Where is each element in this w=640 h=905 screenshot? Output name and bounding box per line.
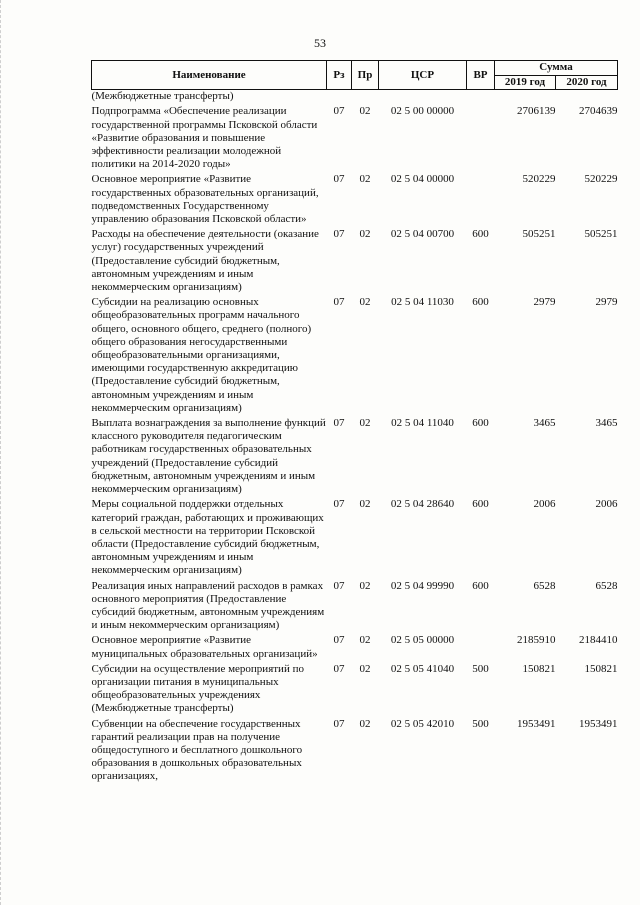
cell-2019: 2185910 (517, 634, 556, 647)
cell-2020: 2704639 (579, 105, 618, 118)
table-row (92, 105, 618, 173)
cell-csr: 02 5 05 42010 (390, 717, 455, 730)
cell-rz: 07 (333, 173, 345, 186)
cell-pr: 02 (359, 173, 371, 186)
cell-vr: 500 (472, 662, 489, 675)
cell-name: Субсидии на реализацию основных общеобразовательных программ начального общего, основного общего, среднего (полного) общего образования негосударственными общеобразовательными организациями, имеющими государственную аккредитацию (Предоставление субсидий бюджетным, автономным учреждениям и иным некоммерческим организациям) (91, 296, 312, 414)
cell-csr: 02 5 04 00000 (390, 173, 455, 186)
page-number: 53 (314, 36, 326, 50)
cell-rz: 07 (333, 296, 345, 309)
cell-vr: 600 (472, 498, 489, 511)
cell-2019: 6528 (533, 579, 556, 592)
table-row (92, 634, 618, 662)
cell-name: Основное мероприятие «Развитие государственных образовательных организаций, подведомственных Государственному управлению образования Псковской области» (91, 173, 319, 226)
cell-2019: 150821 (522, 662, 556, 675)
cell-2019: 2979 (533, 296, 556, 309)
cell-2020: 2006 (595, 498, 618, 511)
cell-2020 (556, 90, 618, 106)
cell-2019: 520229 (522, 173, 556, 186)
cell-rz (327, 90, 352, 106)
header-name: Наименование (92, 61, 327, 90)
cell-2020: 2184410 (579, 634, 618, 647)
cell-vr (467, 173, 495, 228)
cell-vr: 600 (472, 228, 489, 241)
budget-table (91, 60, 618, 786)
header-2019: 2019 год (495, 76, 556, 90)
cell-vr (467, 90, 495, 106)
cell-name: Субсидии на осуществление мероприятий по организации питания в муниципальных общеобразовательных учреждениях (Межбюджетные трансферты) (91, 662, 304, 715)
cell-pr (352, 90, 379, 106)
cell-2019: 3465 (533, 417, 556, 430)
cell-name: Субвенции на обеспечение государственных гарантий реализации прав на получение общедоступного и бесплатного дошкольного образования в дошкольных образовательных организациях, (91, 717, 303, 783)
cell-vr: 600 (472, 417, 489, 430)
table-row (92, 173, 618, 228)
cell-csr: 02 5 00 00000 (390, 105, 455, 118)
header-vr: ВР (467, 61, 495, 90)
table-header (92, 61, 618, 90)
cell-2020: 150821 (584, 662, 618, 675)
cell-2019: 2706139 (517, 105, 556, 118)
cell-2020: 505251 (584, 228, 618, 241)
cell-pr: 02 (359, 296, 371, 309)
scan-edge (0, 0, 4, 905)
header-rz: Рз (327, 61, 352, 90)
cell-name: Расходы на обеспечение деятельности (оказание услуг) государственных учреждений (Предоставление субсидий бюджетным, автономным учреждениям и иным некоммерческим организациям) (91, 228, 319, 294)
cell-rz: 07 (333, 579, 345, 592)
cell-2020: 2979 (595, 296, 618, 309)
header-csr: ЦСР (379, 61, 467, 90)
cell-rz: 07 (333, 717, 345, 730)
cell-csr: 02 5 04 99990 (390, 579, 455, 592)
cell-csr: 02 5 04 11030 (391, 296, 454, 309)
cell-pr: 02 (359, 717, 371, 730)
cell-vr: 500 (472, 717, 489, 730)
cell-2020: 520229 (584, 173, 618, 186)
cell-pr: 02 (359, 417, 371, 430)
table-row (92, 663, 618, 718)
cell-name: Меры социальной поддержки отдельных категорий граждан, работающих и проживающих в сельской местности на территории Псковской области (Предоставление субсидий бюджетным, автономным учреждениям и иным некоммерческим организациям) (91, 498, 324, 577)
cell-rz: 07 (333, 228, 345, 241)
table-row (92, 498, 618, 579)
cell-rz: 07 (333, 417, 345, 430)
cell-pr: 02 (359, 498, 371, 511)
cell-2019: 2006 (533, 498, 556, 511)
cell-rz: 07 (333, 105, 345, 118)
cell-name: Подпрограмма «Обеспечение реализации государственной программы Псковской области «Развитие образования и повышение эффективности реализации молодежной политики на 2014-2020 годы» (91, 105, 318, 171)
cell-pr: 02 (359, 105, 371, 118)
table-row (92, 228, 618, 296)
table-row (92, 718, 618, 786)
cell-name: (Межбюджетные трансферты) (91, 90, 234, 103)
table-row (92, 580, 618, 635)
table-row (92, 296, 618, 417)
cell-vr (467, 105, 495, 173)
cell-vr: 600 (472, 579, 489, 592)
cell-2019: 1953491 (517, 717, 556, 730)
cell-csr: 02 5 04 11040 (391, 417, 454, 430)
cell-vr: 600 (472, 296, 489, 309)
cell-vr (467, 634, 495, 662)
cell-rz: 07 (333, 662, 345, 675)
cell-2020: 1953491 (579, 717, 618, 730)
cell-rz: 07 (333, 498, 345, 511)
table-body (92, 90, 618, 786)
cell-2019: 505251 (522, 228, 556, 241)
table-row (92, 90, 618, 106)
cell-rz: 07 (333, 634, 345, 647)
cell-csr: 02 5 05 00000 (390, 634, 455, 647)
cell-2020: 6528 (595, 579, 618, 592)
table-row (92, 417, 618, 498)
cell-csr (379, 90, 467, 106)
cell-pr: 02 (359, 662, 371, 675)
cell-csr: 02 5 05 41040 (390, 662, 455, 675)
cell-name: Основное мероприятие «Развитие муниципальных образовательных организаций» (91, 634, 318, 660)
cell-name: Реализация иных направлений расходов в рамках основного мероприятия (Предоставление субсидий бюджетным, автономным учреждениям и иным некоммерческим организациям) (91, 579, 325, 632)
header-sum: Сумма (495, 61, 618, 76)
cell-2020: 3465 (595, 417, 618, 430)
cell-name: Выплата вознаграждения за выполнение функций классного руководителя педагогическим работникам государственных образовательных учреждений (Предоставление субсидий бюджетным, автономным учреждениям и иным некоммерческим организациям) (91, 417, 326, 496)
cell-2019 (495, 90, 556, 106)
cell-csr: 02 5 04 00700 (390, 228, 455, 241)
cell-pr: 02 (359, 228, 371, 241)
cell-csr: 02 5 04 28640 (390, 498, 455, 511)
header-2020: 2020 год (556, 76, 618, 90)
header-pr: Пр (352, 61, 379, 90)
cell-pr: 02 (359, 634, 371, 647)
cell-pr: 02 (359, 579, 371, 592)
